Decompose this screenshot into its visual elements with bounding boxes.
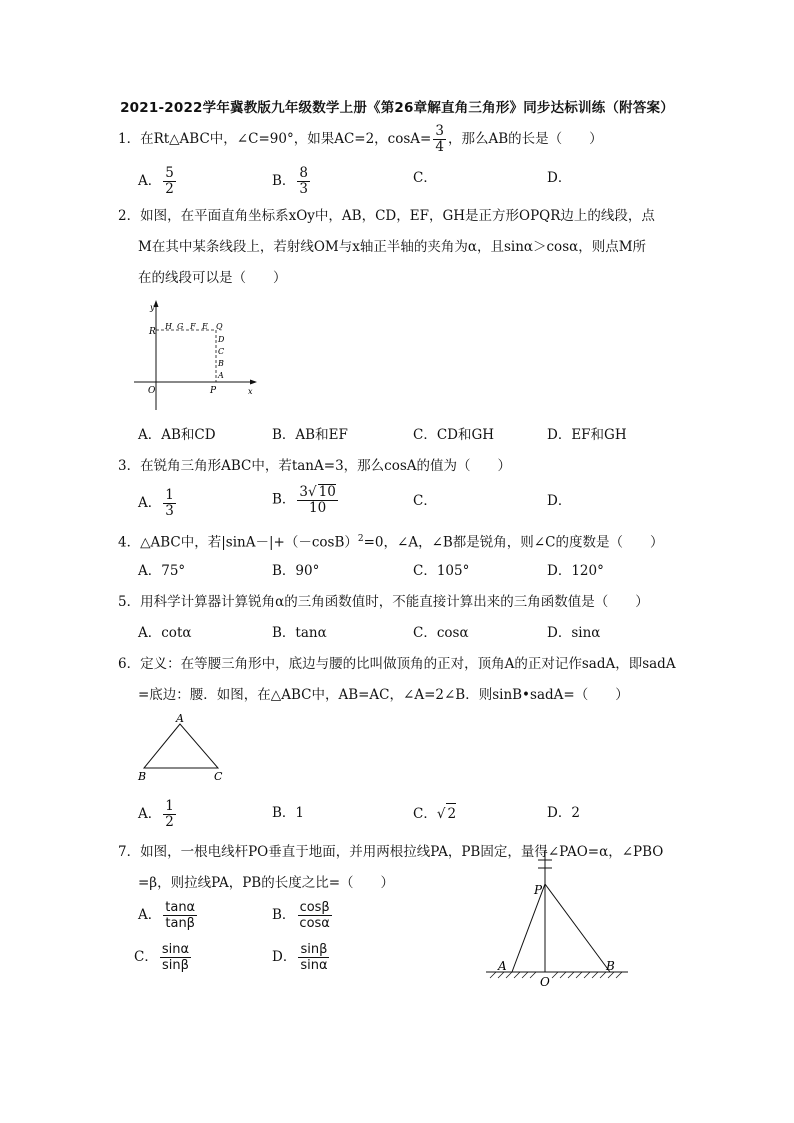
svg-text:C: C: [218, 347, 225, 356]
q1-option-c[interactable]: C．: [413, 170, 437, 186]
svg-text:B: B: [218, 359, 224, 368]
question-1: [118, 124, 603, 155]
q5-option-d[interactable]: D．sinα: [547, 625, 601, 641]
svg-text:A: A: [218, 371, 224, 380]
question-7-line-2: =β，则拉线PA，PB的长度之比=（ ）: [138, 875, 395, 891]
question-1-fraction: $\frac{3}{4}$: [435, 123, 444, 155]
svg-text:R: R: [149, 327, 156, 337]
question-2-line-3: 在的线段可以是（ ）: [138, 270, 287, 286]
svg-text:F: F: [190, 322, 196, 331]
question-2-line-1: 2．如图，在平面直角坐标系xOy中，AB，CD，EF，GH是正方形OPQR边上的线段，点: [118, 208, 655, 224]
question-7-line-1: 7．如图，一根电线杆PO垂直于地面，并用两根拉线PA，PB固定，量得∠PAO=α，∠PBO: [118, 844, 664, 860]
svg-text:C: C: [214, 770, 223, 783]
q2-option-b[interactable]: B．AB和EF: [272, 427, 348, 443]
q5-option-a[interactable]: A．cotα: [138, 625, 192, 641]
utility-pole-figure: [482, 848, 638, 990]
q5-option-c[interactable]: C．cosα: [413, 625, 469, 641]
svg-text:O: O: [148, 386, 156, 396]
q7-option-a[interactable]: A． $\frac{\tan\alpha}{\tan\beta}$: [138, 900, 196, 931]
q3-option-b[interactable]: B． $\frac{3√ 10}{10}$: [272, 484, 336, 516]
q7-option-d[interactable]: D． $\frac{\sin\beta}{\sin\alpha}$: [272, 942, 328, 973]
q7-option-b[interactable]: B． $\frac{\cos\beta}{\cos\alpha}$: [272, 900, 330, 931]
svg-text:B: B: [606, 959, 615, 973]
q2-option-c[interactable]: C．CD和GH: [413, 427, 495, 443]
question-3: 3．在锐角三角形ABC中，若tanA=3，那么cosA的值为（ ）: [118, 458, 512, 474]
question-2-line-2: M在其中某条线段上，若射线OM与x轴正半轴的夹角为α，且sinα＞cosα，则点M所: [138, 239, 647, 255]
svg-text:B: B: [138, 770, 147, 783]
q3-option-c[interactable]: C．: [413, 493, 437, 509]
svg-text:A: A: [498, 959, 507, 973]
question-1-text-a: 1．在Rt△ABC中，∠C=90°，如果AC=2，cosA=: [118, 131, 432, 147]
q6-option-c[interactable]: C．√ 2: [413, 803, 456, 824]
q3-option-d[interactable]: D．: [547, 493, 572, 509]
q5-option-b[interactable]: B．tanα: [272, 625, 327, 641]
svg-text:H: H: [165, 322, 172, 331]
svg-text:E: E: [202, 322, 208, 331]
svg-text:Q: Q: [216, 322, 223, 331]
question-4: 4．△ABC中，若$|\sin A-|+(-\cos B)^2=0$，∠A，∠B都是锐角，则∠C的度数是（ ）: [118, 534, 664, 551]
svg-text:y: y: [150, 303, 155, 312]
q1-option-d[interactable]: D．: [547, 170, 572, 186]
isosceles-triangle-figure: [134, 712, 234, 784]
question-1-text-b: ，那么AB的长是（ ）: [447, 131, 603, 147]
q6-option-a[interactable]: A． $\frac{1}{2}$: [138, 798, 174, 830]
coordinate-square-figure: [130, 298, 270, 414]
svg-text:O: O: [540, 975, 550, 989]
q4-option-b[interactable]: B．90°: [272, 563, 320, 579]
q1-option-b[interactable]: B． $\frac{8}{3}$: [272, 165, 309, 197]
svg-text:x: x: [248, 387, 253, 396]
q7-option-c[interactable]: C． $\frac{\sin\alpha}{\sin\beta}$: [134, 942, 190, 973]
q2-option-a[interactable]: A．AB和CD: [138, 427, 216, 443]
q6-option-d[interactable]: D．2: [547, 805, 580, 821]
q1-option-a[interactable]: A． $\frac{5}{2}$: [138, 165, 174, 197]
svg-text:P: P: [210, 386, 217, 396]
svg-text:P: P: [534, 883, 543, 897]
svg-text:A: A: [176, 712, 184, 725]
q4-option-d[interactable]: D．120°: [547, 563, 604, 579]
q2-option-d[interactable]: D．EF和GH: [547, 427, 627, 443]
q3-option-a[interactable]: A． $\frac{1}{3}$: [138, 487, 174, 519]
q6-option-b[interactable]: B．1: [272, 805, 305, 821]
question-6-line-1: 6．定义：在等腰三角形中，底边与腰的比叫做顶角的正对，顶角A的正对记作sadA，即sadA: [118, 656, 676, 672]
svg-text:D: D: [218, 335, 225, 344]
page-title: 2021-2022学年冀教版九年级数学上册《第26章解直角三角形》同步达标训练（附答案）: [120, 100, 674, 116]
q4-option-a[interactable]: A．75°: [138, 563, 186, 579]
question-5: 5．用科学计算器计算锐角α的三角函数值时，不能直接计算出来的三角函数值是（ ）: [118, 594, 649, 610]
svg-text:G: G: [177, 322, 184, 331]
question-6-line-2: =底边：腰．如图，在△ABC中，AB=AC，∠A=2∠B．则sinB•sadA=（ ）: [138, 687, 629, 703]
q4-option-c[interactable]: C．105°: [413, 563, 470, 579]
